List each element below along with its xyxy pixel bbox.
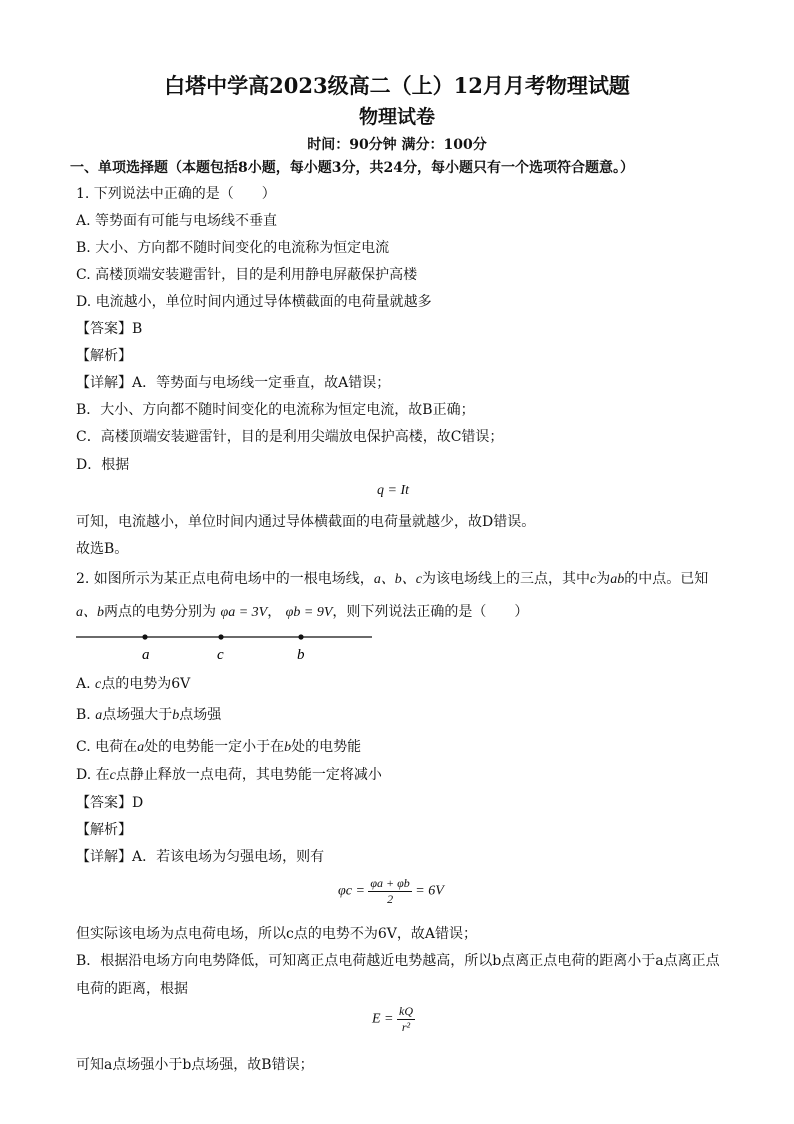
opt-var: b bbox=[172, 708, 180, 723]
formula-denominator: r² bbox=[401, 1020, 411, 1034]
q1-analysis-tag: 【解析】 bbox=[76, 348, 132, 364]
q2-after-formula1: 但实际该电场为点电荷电场，所以c点的电势不为6V，故A错误； bbox=[76, 926, 477, 942]
answer-tag: 【答案】 bbox=[76, 795, 132, 811]
q2-answer bbox=[76, 794, 143, 812]
q1-after-formula: 可知，电流越小，单位时间内通过导体横截面的电荷量就越少，故D错误。 bbox=[76, 514, 536, 530]
q1-detail-d: D．根据 bbox=[76, 457, 130, 473]
label-a: a bbox=[142, 647, 150, 663]
exam-subtitle: 物理试卷 bbox=[358, 106, 435, 128]
q2-stem-text: 的中点。已知 bbox=[624, 571, 709, 587]
answer-value: D bbox=[132, 795, 144, 811]
opt-text: 点静止释放一点电荷，其电势能一定将减小 bbox=[115, 767, 382, 783]
point-a bbox=[142, 634, 147, 639]
detail-tag: 【详解】 bbox=[76, 375, 132, 391]
exam-title: 白塔中学高2023级高二（上）12月月考物理试题 bbox=[164, 73, 630, 98]
opt-var: c bbox=[109, 768, 116, 783]
formula-denominator: 2 bbox=[387, 892, 394, 906]
answer-value: B bbox=[132, 321, 143, 337]
q2-option-d bbox=[76, 766, 382, 785]
q2-var-c: c bbox=[590, 572, 597, 587]
opt-text: 点的电势为 bbox=[101, 676, 172, 692]
q1-option-c: C. 高楼顶端安装避雷针，目的是利用静电屏蔽保护高楼 bbox=[76, 267, 418, 283]
q2-stem-text: ，则下列说法正确的是（ ） bbox=[332, 604, 529, 620]
formula-rhs: = 6V bbox=[415, 883, 444, 899]
q1-detail-a bbox=[76, 374, 390, 392]
q2-phi-b: φb = 9V bbox=[285, 605, 333, 620]
q2-option-b bbox=[76, 706, 221, 725]
opt-text: 处的电势能 bbox=[291, 739, 362, 755]
q2-detail-b-line1: B．根据沿电场方向电势降低，可知离正点电荷越近电势越高，所以b点离正点电荷的距离小于a点离正点 bbox=[76, 953, 720, 969]
time-info: 时间：90分钟 满分：100分 bbox=[307, 137, 487, 153]
label-b: b bbox=[297, 647, 305, 663]
q2-analysis-tag: 【解析】 bbox=[76, 822, 132, 838]
q1-option-a: A. 等势面有可能与电场线不垂直 bbox=[76, 213, 278, 229]
opt-text: 点场强大于 bbox=[102, 707, 173, 723]
q2-stem-text: 两点的电势分别为 bbox=[104, 604, 216, 620]
detail-tag: 【详解】 bbox=[76, 849, 132, 865]
answer-tag: 【答案】 bbox=[76, 321, 132, 337]
q1-option-b: B. 大小、方向都不随时间变化的电流称为恒定电流 bbox=[76, 240, 390, 256]
q1-detail-b: B．大小、方向都不随时间变化的电流称为恒定电流，故B正确； bbox=[76, 402, 475, 418]
q2-option-c bbox=[76, 738, 361, 757]
section-heading: 一、单项选择题（本题包括8小题，每小题3分，共24分，每小题只有一个选项符合题意。） bbox=[70, 160, 634, 176]
formula-fraction bbox=[397, 1004, 415, 1035]
opt-text: 处的电势能一定小于在 bbox=[144, 739, 285, 755]
point-b bbox=[298, 634, 303, 639]
q2-var-ab-pair: a、b bbox=[76, 605, 104, 620]
opt-var: b bbox=[284, 740, 292, 755]
q2-stem-text: 为 bbox=[596, 571, 611, 587]
formula-numerator: kQ bbox=[399, 1004, 413, 1018]
q2-stem-text: 为该电场线上的三点，其中 bbox=[422, 571, 591, 587]
detail-text: A．等势面与电场线一定垂直，故A错误； bbox=[132, 375, 391, 391]
q2-detail-b-line2: 电荷的距离，根据 bbox=[76, 981, 188, 997]
point-c bbox=[218, 634, 223, 639]
opt-text: D. 在 bbox=[76, 767, 110, 783]
q1-conclusion: 故选B。 bbox=[76, 541, 129, 557]
q2-detail-a bbox=[76, 848, 324, 866]
q2-stem-text: 2. 如图所示为某正点电荷电场中的一根电场线， bbox=[76, 571, 374, 587]
q2-var-abc: a、b、c bbox=[373, 572, 423, 587]
detail-text: A．若该电场为匀强电场，则有 bbox=[132, 849, 325, 865]
opt-value: 6V bbox=[171, 676, 191, 692]
q2-formula-phi-c bbox=[338, 876, 444, 907]
opt-text: 点场强 bbox=[179, 707, 222, 723]
opt-text: B. bbox=[76, 707, 91, 723]
q2-after-formula2: 可知a点场强小于b点场强，故B错误； bbox=[76, 1057, 314, 1073]
q2-formula-field bbox=[372, 1004, 415, 1035]
opt-var: a bbox=[95, 708, 103, 723]
formula-lhs: E = bbox=[372, 1011, 394, 1027]
label-c: c bbox=[217, 647, 224, 663]
q1-answer bbox=[76, 320, 142, 338]
q2-var-ab: ab bbox=[610, 572, 625, 587]
q1-stem: 1. 下列说法中正确的是（ ） bbox=[76, 186, 276, 202]
opt-text: C. 电荷在 bbox=[76, 739, 138, 755]
formula-fraction bbox=[368, 876, 411, 907]
opt-var: a bbox=[137, 740, 145, 755]
q2-phi-a: φa = 3V bbox=[220, 605, 268, 620]
q1-formula: q = It bbox=[377, 483, 409, 498]
electric-field-line-diagram bbox=[76, 628, 376, 664]
formula-lhs: φc = bbox=[338, 883, 365, 899]
q1-detail-c: C．高楼顶端安装避雷针，目的是利用尖端放电保护高楼，故C错误； bbox=[76, 429, 504, 445]
q2-option-a bbox=[76, 675, 190, 694]
formula-numerator: φa + φb bbox=[370, 876, 410, 890]
q2-stem-line2: a、b两点的电势分别为 φa = 3V， φb = 9V，则下列说法正确的是（ ） bbox=[76, 604, 529, 620]
opt-text: A. bbox=[76, 676, 91, 692]
opt-var: c bbox=[95, 677, 102, 692]
q2-stem-line1 bbox=[76, 570, 708, 589]
q1-option-d: D. 电流越小，单位时间内通过导体横截面的电荷量就越多 bbox=[76, 294, 432, 310]
